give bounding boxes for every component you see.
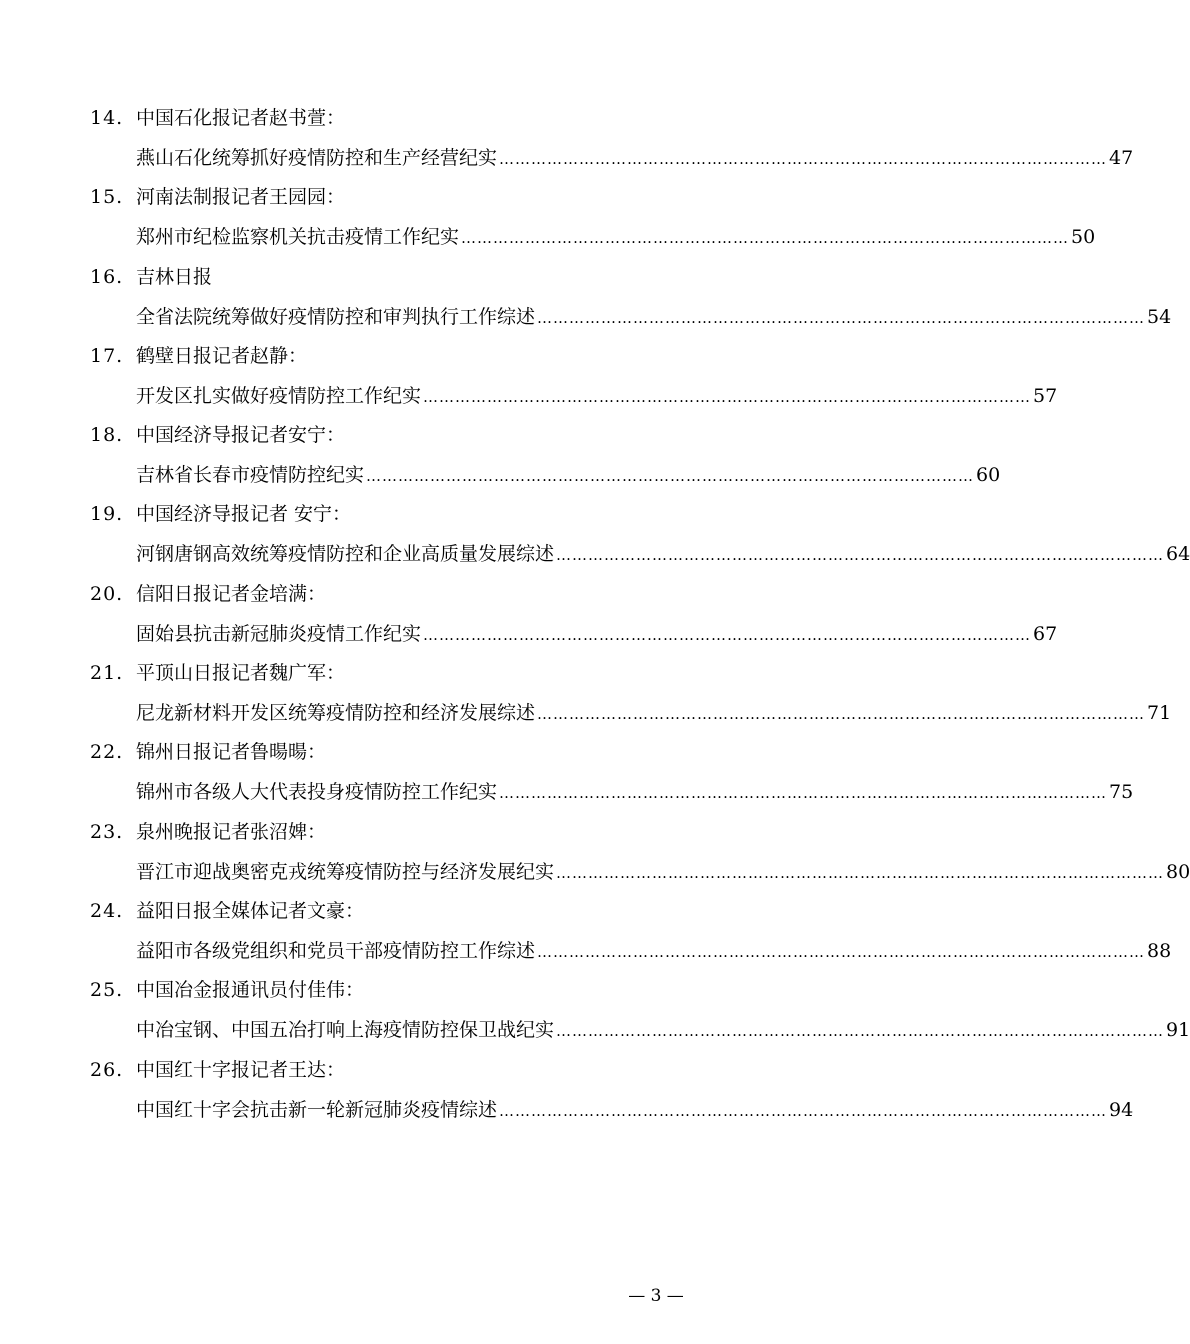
toc-entry-page: 94 <box>1109 1098 1134 1121</box>
toc-entry[interactable] <box>0 255 1172 334</box>
toc-entry-title: 郑州市纪检监察机关抗击疫情工作纪实 <box>136 226 460 249</box>
table-of-contents <box>0 96 1190 1127</box>
toc-entry-page: 75 <box>1109 781 1134 804</box>
dot-leader: …………………………………………………………………………………………………… <box>537 705 1146 724</box>
toc-entry-author: 锦州日报记者鲁暘暘： <box>136 741 327 764</box>
toc-entry-number: 22. <box>90 741 124 764</box>
toc-entry-number: 20. <box>90 582 124 605</box>
dot-leader: …………………………………………………………………………………………………… <box>499 1101 1108 1120</box>
toc-entry-number: 19. <box>90 503 124 526</box>
toc-entry[interactable] <box>0 492 1190 571</box>
toc-entry-heading <box>90 179 345 215</box>
dot-leader: …………………………………………………………………………………………………… <box>537 942 1146 961</box>
toc-entry[interactable] <box>0 968 1190 1047</box>
toc-entry-author: 中国经济导报记者安宁： <box>136 424 346 447</box>
toc-entry-author: 信阳日报记者金培满： <box>136 582 327 605</box>
toc-entry-author: 中国冶金报通讯员付佳伟： <box>136 979 365 1002</box>
toc-entry-title: 河钢唐钢高效统筹疫情防控和企业高质量发展综述 <box>136 543 555 566</box>
toc-entry-page: 91 <box>1166 1019 1190 1042</box>
toc-entry-page: 57 <box>1033 384 1058 407</box>
toc-entry-number: 24. <box>90 899 124 922</box>
dot-leader: …………………………………………………………………………………………………… <box>499 784 1108 803</box>
toc-entry[interactable] <box>0 334 1058 413</box>
toc-entry-title: 益阳市各级党组织和党员干部疫情防控工作综述 <box>136 939 536 962</box>
toc-entry-author: 鹤壁日报记者赵静： <box>136 344 308 367</box>
toc-entry-author: 益阳日报全媒体记者文豪： <box>136 899 365 922</box>
toc-entry[interactable] <box>0 730 1134 809</box>
toc-entry[interactable] <box>0 1048 1134 1127</box>
toc-entry-number: 23. <box>90 820 124 843</box>
toc-entry-author: 中国石化报记者赵书萱： <box>136 107 346 129</box>
toc-entry-author: 平顶山日报记者魏广军： <box>136 662 346 685</box>
toc-entry-title-line[interactable] <box>136 299 1172 335</box>
toc-entry-page: 47 <box>1109 147 1134 169</box>
toc-entry-title-line[interactable] <box>136 616 1058 652</box>
toc-entry-page: 60 <box>976 464 1001 487</box>
toc-entry-page: 71 <box>1147 702 1172 725</box>
toc-entry-heading <box>90 734 326 770</box>
toc-entry[interactable] <box>0 651 1172 730</box>
toc-entry-title-line[interactable] <box>136 695 1172 731</box>
toc-entry[interactable] <box>0 810 1190 889</box>
toc-entry-title: 晋江市迎战奥密克戎统筹疫情防控与经济发展纪实 <box>136 860 555 883</box>
toc-entry-title: 锦州市各级人大代表投身疫情防控工作纪实 <box>136 781 498 804</box>
toc-entry-title-line[interactable] <box>136 1012 1190 1048</box>
toc-entry-title-line[interactable] <box>136 457 1001 493</box>
toc-entry-title-line[interactable] <box>136 774 1134 810</box>
toc-entry-author: 中国红十字报记者王达： <box>136 1058 346 1081</box>
toc-entry-title-line[interactable] <box>136 1092 1134 1128</box>
toc-entry-heading <box>90 972 364 1008</box>
toc-entry[interactable] <box>0 889 1172 968</box>
toc-entry-number: 26. <box>90 1058 124 1081</box>
dot-leader: …………………………………………………………………………………………………… <box>366 467 975 486</box>
toc-entry-number: 17. <box>90 344 124 367</box>
toc-entry-title-line[interactable] <box>136 933 1172 969</box>
toc-entry-title: 开发区扎实做好疫情防控工作纪实 <box>136 384 422 407</box>
toc-entry-author: 泉州晚报记者张沼婢： <box>136 820 327 843</box>
toc-entry-heading <box>90 655 345 691</box>
page-number-footer: — 3 — <box>628 1286 684 1306</box>
toc-entry-number: 14. <box>90 107 124 129</box>
toc-entry-title-line[interactable] <box>136 140 1134 176</box>
toc-entry-heading <box>90 496 351 532</box>
dot-leader: …………………………………………………………………………………………………… <box>423 625 1032 644</box>
toc-entry-heading <box>90 417 345 453</box>
dot-leader: …………………………………………………………………………………………………… <box>556 1022 1165 1041</box>
toc-entry-title: 中国红十字会抗击新一轮新冠肺炎疫情综述 <box>136 1098 498 1121</box>
toc-entry-heading <box>90 814 326 850</box>
toc-entry-heading <box>90 259 212 295</box>
toc-entry-page: 54 <box>1147 305 1172 328</box>
toc-entry[interactable] <box>0 572 1058 651</box>
toc-entry-page: 88 <box>1147 939 1172 962</box>
toc-entry[interactable] <box>0 175 1096 254</box>
dot-leader: …………………………………………………………………………………………………… <box>556 546 1165 565</box>
toc-entry-title-line[interactable] <box>136 219 1096 255</box>
toc-entry-heading <box>90 576 326 612</box>
toc-entry-title: 全省法院统筹做好疫情防控和审判执行工作综述 <box>136 305 536 328</box>
toc-entry-page: 67 <box>1033 622 1058 645</box>
toc-entry-heading <box>90 1052 345 1088</box>
toc-entry-page: 64 <box>1166 543 1190 566</box>
dot-leader: …………………………………………………………………………………………………… <box>537 308 1146 327</box>
dot-leader: …………………………………………………………………………………………………… <box>499 150 1108 168</box>
toc-entry-page: 80 <box>1166 860 1190 883</box>
dot-leader: …………………………………………………………………………………………………… <box>461 229 1070 248</box>
toc-entry-title: 燕山石化统筹抓好疫情防控和生产经营纪实 <box>136 147 498 169</box>
toc-entry-number: 25. <box>90 979 124 1002</box>
toc-entry-number: 16. <box>90 265 124 288</box>
toc-entry-heading <box>90 100 345 136</box>
toc-entry-title-line[interactable] <box>136 854 1190 890</box>
toc-entry-title-line[interactable] <box>136 378 1058 414</box>
toc-entry-number: 21. <box>90 662 124 685</box>
toc-entry-author: 中国经济导报记者 安宁： <box>136 503 352 526</box>
toc-entry-author: 吉林日报 <box>136 265 213 288</box>
dot-leader: …………………………………………………………………………………………………… <box>556 863 1165 882</box>
toc-entry[interactable] <box>0 96 1134 175</box>
toc-entry-title: 吉林省长春市疫情防控纪实 <box>136 464 365 487</box>
toc-entry-title: 中冶宝钢、中国五冶打响上海疫情防控保卫战纪实 <box>136 1019 555 1042</box>
toc-entry-heading <box>90 338 307 374</box>
toc-entry[interactable] <box>0 413 1001 492</box>
toc-entry-title: 尼龙新材料开发区统筹疫情防控和经济发展综述 <box>136 702 536 725</box>
dot-leader: …………………………………………………………………………………………………… <box>423 387 1032 406</box>
toc-entry-number: 18. <box>90 424 124 447</box>
toc-entry-number: 15. <box>90 186 124 209</box>
toc-entry-author: 河南法制报记者王园园： <box>136 186 346 209</box>
toc-entry-title-line[interactable] <box>136 536 1190 572</box>
toc-entry-page: 50 <box>1071 226 1096 249</box>
toc-entry-heading <box>90 893 364 929</box>
toc-entry-title: 固始县抗击新冠肺炎疫情工作纪实 <box>136 622 422 645</box>
